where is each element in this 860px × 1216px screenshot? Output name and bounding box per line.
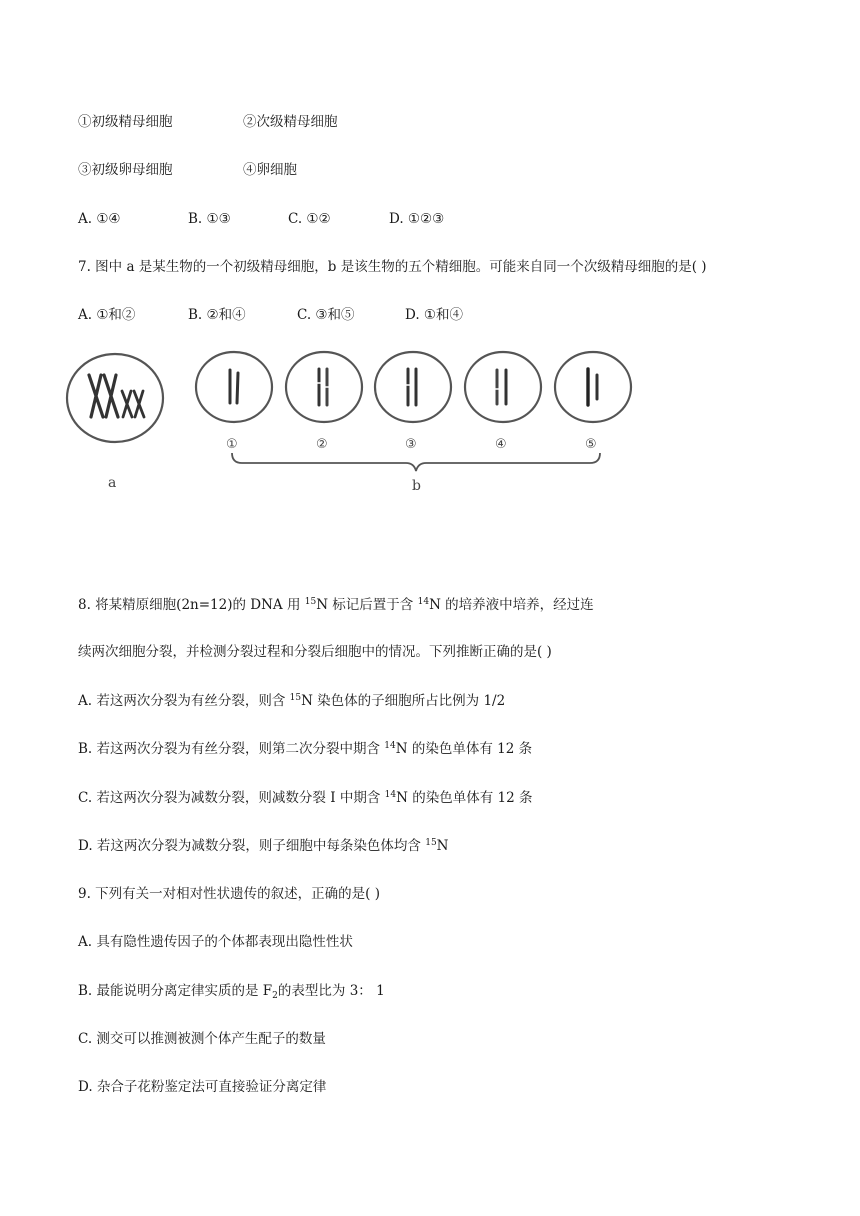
q8-option-d: [78, 837, 448, 855]
q9-option-b-text: B. 最能说明分离定律实质的是 F: [78, 983, 273, 999]
q8-stem-line-2: 续两次细胞分裂，并检测分裂过程和分裂后细胞中的情况。下列推断正确的是( ): [78, 644, 552, 660]
brace-b: [232, 453, 600, 471]
cell-number-3: ③: [405, 437, 417, 452]
q8-option-b-text-2: N 的染色单体有 12 条: [395, 741, 533, 757]
q6-item-3: ③初级卵母细胞: [78, 162, 173, 178]
q9-stem: 9. 下列有关一对相对性状遗传的叙述，正确的是( ): [78, 886, 380, 902]
cell-a: [67, 354, 163, 442]
q8-option-c: [78, 789, 532, 807]
q8-option-b-text: B. 若这两次分裂为有丝分裂，则第二次分裂中期含: [78, 741, 385, 757]
q9-option-b: [78, 982, 385, 1000]
q8-option-b-sup: 14: [384, 741, 396, 751]
cell-number-5: ⑤: [585, 437, 597, 452]
q9-option-a: A. 具有隐性遗传因子的个体都表现出隐性性状: [78, 934, 353, 950]
q7-stem: 7. 图中 a 是某生物的一个初级精母细胞，b 是该生物的五个精细胞。可能来自同一个次级精母细胞的是( ): [78, 259, 707, 275]
cell-number-2: ②: [316, 437, 328, 452]
q8-option-c-text-2: N 的染色单体有 12 条: [396, 790, 533, 806]
q8-option-a: [78, 692, 505, 710]
label-a: a: [108, 475, 117, 491]
q8-option-c-sup: 14: [384, 790, 397, 800]
q6-item-1: ①初级精母细胞: [78, 114, 173, 130]
label-b: b: [412, 478, 421, 494]
q8-option-a-text-2: N 染色体的子细胞所占比例为 1/2: [301, 693, 506, 709]
q7-option-b: B. ②和④: [188, 307, 246, 323]
cell-figure: [60, 345, 650, 505]
q8-option-a-sup: 15: [289, 693, 302, 703]
cell-number-1: ①: [226, 437, 238, 452]
cell-b5: [555, 352, 631, 422]
q6-option-d: D. ①②③: [389, 211, 445, 227]
q7-option-a: A. ①和②: [78, 307, 136, 323]
q8-option-b: [78, 740, 532, 758]
q8-option-c-text: C. 若这两次分裂为减数分裂，则减数分裂 I 中期含: [78, 790, 385, 806]
q7-option-c: C. ③和⑤: [297, 307, 355, 323]
cell-b3: [375, 352, 451, 422]
q8-stem-line-1: [78, 596, 594, 614]
q9-option-b-sub: 2: [272, 991, 278, 1001]
q6-item-4: ④卵细胞: [243, 162, 297, 178]
cell-b1: [196, 352, 272, 422]
q8-option-d-text-2: N: [436, 838, 449, 854]
q7-option-d: D. ①和④: [405, 307, 464, 323]
cell-b4: [465, 352, 541, 422]
q8-stem-text-2: N 标记后置于含: [316, 597, 418, 613]
q6-option-a: A. ①④: [78, 211, 121, 227]
q8-option-d-text: D. 若这两次分裂为减数分裂，则子细胞中每条染色体均含: [78, 838, 426, 854]
isotope-14-sup: 14: [417, 597, 430, 607]
q9-option-c: C. 测交可以推测被测个体产生配子的数量: [78, 1031, 326, 1047]
isotope-15-sup: 15: [304, 597, 317, 607]
cell-figure-svg: [60, 345, 650, 505]
q9-option-b-text-2: 的表型比为 3： 1: [277, 983, 385, 999]
q8-stem-text-1: 8. 将某精原细胞(2n=12)的 DNA 用: [78, 597, 305, 613]
q6-option-c: C. ①②: [288, 211, 331, 227]
q8-stem-text-3: N 的培养液中培养，经过连: [429, 597, 594, 613]
cell-b2: [286, 352, 362, 422]
q8-option-d-sup: 15: [425, 838, 437, 848]
cell-number-4: ④: [495, 437, 507, 452]
q9-option-d: D. 杂合子花粉鉴定法可直接验证分离定律: [78, 1079, 327, 1095]
q6-item-2: ②次级精母细胞: [243, 114, 338, 130]
q6-option-b: B. ①③: [188, 211, 231, 227]
q8-option-a-text: A. 若这两次分裂为有丝分裂，则含: [78, 693, 290, 709]
